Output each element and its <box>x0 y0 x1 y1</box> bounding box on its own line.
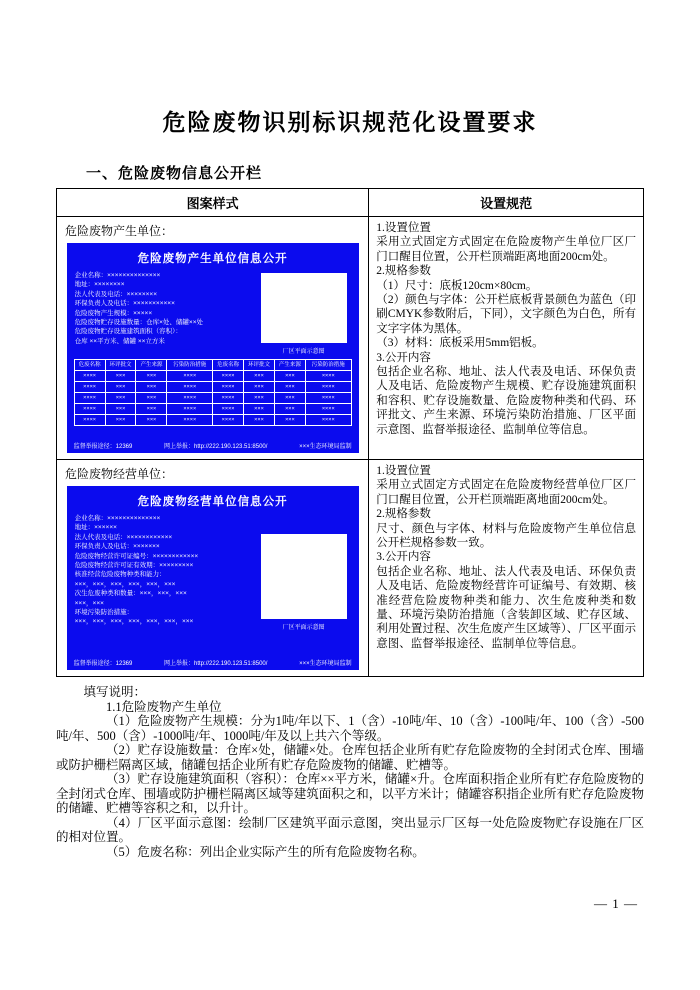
waste-cell: ××× <box>105 371 136 382</box>
waste-cell: ××× <box>244 371 275 382</box>
page-title: 危险废物识别标识规范化设置要求 <box>162 109 538 135</box>
table-header-row <box>57 189 644 217</box>
waste-cell: ××× <box>244 404 275 415</box>
waste-cell: ××× <box>136 415 167 426</box>
operator-sign-body <box>67 509 359 631</box>
waste-cell: ×××× <box>305 404 351 415</box>
waste-cell: ×××× <box>213 382 244 393</box>
col-header-pattern: 图案样式 <box>57 189 369 217</box>
notes-subheading: 1.1危险废物产生单位 <box>106 699 222 714</box>
notes-heading: 填写说明： <box>83 685 147 699</box>
waste-row <box>74 382 351 393</box>
operator-sign-field: ×××，×××，×××，×××，×××，××× <box>74 580 176 588</box>
waste-cell: ××× <box>105 404 136 415</box>
site-plan-caption: 厂区平面示意图 <box>282 625 325 631</box>
waste-cell: ×××× <box>74 415 105 426</box>
report-hotline: 监督举报途径：12369 <box>73 661 133 667</box>
producer-sign-diagram <box>257 271 351 355</box>
waste-cell: ××× <box>105 415 136 426</box>
waste-cell: ××× <box>136 404 167 415</box>
producer-sign-fields <box>75 271 257 355</box>
waste-cell: ×××× <box>74 371 105 382</box>
table-row-operator <box>57 460 644 677</box>
waste-col-header: 产生来源 <box>136 360 167 371</box>
producer-spec-line: （3）材料：底板采用5mm铝板。 <box>376 337 544 350</box>
producer-sign-field: 危险废物产生规模：××××× <box>74 309 153 317</box>
waste-cell: ×××× <box>167 404 213 415</box>
operator-sign-field: 环保负责人及电话：××××××× <box>74 543 160 551</box>
waste-row <box>74 415 351 426</box>
waste-cell: ×××× <box>74 382 105 393</box>
operator-spec-line: 采用立式固定方式固定在危险废物经营单位厂区厂门口醒目位置，公开栏顶端距离地面200cm处。 <box>376 479 636 506</box>
operator-sign-board <box>67 486 359 670</box>
producer-spec-cell <box>369 217 644 460</box>
operator-spec-line: 包括企业名称、地址、法人代表及电话、环保负责人及电话、危险废物经营许可证编号、有效期、核准经营危险废物种类和能力、次生危废种类和数量、环境污染防治措施（含装卸区域、贮存区域、利用处置过程、次生危废产生区域等）、厂区平面示意图、监督举报途径、监制单位等信息。 <box>376 565 636 650</box>
operator-sign-field: 危险废物经营许可证编号：×××××××××××× <box>74 552 199 560</box>
waste-cell: ×××× <box>213 415 244 426</box>
waste-cell: ××× <box>136 371 167 382</box>
waste-col-header: 污染防治措施 <box>167 360 213 371</box>
operator-sign-fields <box>75 514 257 631</box>
producer-spec-line: 3.公开内容 <box>376 351 431 364</box>
note-item-5: （5）危废名称：列出企业实际产生的所有危险废物名称。 <box>106 844 425 859</box>
waste-cell: ××× <box>136 393 167 404</box>
operator-sign-field: 核准经营危险废物种类和能力： <box>74 571 166 579</box>
producer-sign-field: 仓库 ××平方米、储罐 ××立方米 <box>74 337 165 345</box>
note-item-4: （4）厂区平面示意图：绘制厂区建筑平面示意图，突出显示厂区每一处危险废物贮存设施在厂区的相对位置。 <box>56 815 644 844</box>
operator-spec-text <box>376 464 636 651</box>
producer-spec-line: 包括企业名称、地址、法人代表及电话、环保负责人及电话、危险废物产生规模、贮存设施建筑面积和容积、贮存设施数量、危险废物种类和代码、环评批文、产生来源、环境污染防治措施、厂区平面示意图、监督举报途径、监制单位等信息。 <box>376 366 636 436</box>
site-plan-caption: 厂区平面示意图 <box>282 349 325 355</box>
note-item-2: （2）贮存设施数量：仓库×处，储罐×处。仓库包括企业所有贮存危险废物的全封闭式仓库、围墙或防护栅栏隔离区域，储罐包括企业所有贮存危险废物的储罐、贮槽等。 <box>56 743 644 772</box>
waste-cell: ×××× <box>167 393 213 404</box>
producer-label: 危险废物产生单位： <box>65 224 174 238</box>
operator-spec-line: 2.规格参数 <box>376 508 431 521</box>
operator-sign-field: ×××，××× <box>74 599 104 607</box>
waste-cell: ××× <box>105 382 136 393</box>
waste-cell: ××× <box>274 371 305 382</box>
operator-sign-field: 次生危废种类和数量：×××，×××，××× <box>74 590 187 598</box>
waste-row <box>74 393 351 404</box>
waste-col-header: 产生来源 <box>274 360 305 371</box>
operator-spec-line: 1.设置位置 <box>376 465 431 477</box>
col-header-spec: 设置规范 <box>369 189 644 217</box>
producer-spec-line: （2）颜色与字体：公开栏底板背景颜色为蓝色（印刷CMYK参数附后，下同），文字颜色为白色，所有文字字体为黑体。 <box>376 294 636 335</box>
page-number: — 1 — <box>594 896 638 911</box>
waste-cell: ××× <box>105 393 136 404</box>
waste-cell: ×××× <box>167 382 213 393</box>
producer-sign-field: 法人代表及电话：×××××××× <box>74 290 158 298</box>
producer-spec-line: 采用立式固定方式固定在危险废物产生单位厂区厂门口醒目位置，公开栏顶端距离地面200cm处。 <box>376 236 636 263</box>
waste-cell: ××× <box>244 415 275 426</box>
section-heading: 一、危险废物信息公开栏 <box>86 165 263 182</box>
producer-sign-body <box>67 266 359 355</box>
waste-cell: ×××× <box>213 393 244 404</box>
operator-label: 危险废物经营单位： <box>65 467 174 481</box>
operator-sign-field: ×××，×××，×××，×××，×××，×××，××× <box>74 618 194 626</box>
waste-cell: ××× <box>136 382 167 393</box>
producer-sign-field: 企业名称：×××××××××××××× <box>74 272 161 279</box>
waste-cell: ××× <box>274 382 305 393</box>
supervising-agency: ×××生态环境局监制 <box>299 661 352 667</box>
waste-cell: ×××× <box>305 371 351 382</box>
site-plan-placeholder <box>261 534 347 619</box>
producer-sign-title: 危险废物产生单位信息公开 <box>137 253 288 265</box>
waste-col-header: 危废名称 <box>74 360 105 371</box>
supervising-agency: ×××生态环境局监制 <box>299 444 352 450</box>
operator-sign-title: 危险废物经营单位信息公开 <box>137 496 288 508</box>
waste-cell: ××× <box>274 393 305 404</box>
operator-sign-field: 环境污染防治措施： <box>74 609 134 617</box>
waste-col-header: 环评批文 <box>105 360 136 371</box>
producer-sign-field: 危险废物贮存设施数量：仓库×处、储罐××处 <box>74 319 204 327</box>
waste-row <box>74 371 351 382</box>
waste-col-header: 环评批文 <box>244 360 275 371</box>
waste-cell: ×××× <box>167 415 213 426</box>
waste-cell: ×××× <box>213 371 244 382</box>
main-table <box>56 188 644 677</box>
operator-sign-field: 地址：×××××× <box>74 524 117 532</box>
operator-sign-diagram <box>257 514 351 631</box>
producer-sign-board <box>67 243 359 453</box>
waste-cell: ×××× <box>74 393 105 404</box>
report-website: 网上举报：http://222.190.123.51:8500/ <box>164 661 268 667</box>
operator-sign-field: 企业名称：×××××××××××××× <box>74 515 161 522</box>
waste-col-header: 污染防治措施 <box>305 360 351 371</box>
operator-spec-line: 3.公开内容 <box>376 551 431 564</box>
operator-spec-cell <box>369 460 644 677</box>
filling-instructions <box>56 685 644 859</box>
producer-spec-line: 2.规格参数 <box>376 265 431 278</box>
waste-cell: ×××× <box>74 404 105 415</box>
waste-cell: ××× <box>244 393 275 404</box>
producer-sign-footer <box>67 441 359 450</box>
waste-cell: ×××× <box>213 404 244 415</box>
waste-cell: ×××× <box>167 371 213 382</box>
waste-col-header: 危废名称 <box>213 360 244 371</box>
waste-cell: ×××× <box>305 382 351 393</box>
waste-row <box>74 404 351 415</box>
producer-spec-line: 1.设置位置 <box>376 222 431 234</box>
report-website: 网上举报：http://222.190.123.51:8500/ <box>164 444 268 450</box>
operator-spec-line: 尺寸、颜色与字体、材料与危险废物产生单位信息公开栏规格参数一致。 <box>376 522 636 550</box>
operator-sign-field: 危险废物经营许可证有效期：××××××××× <box>74 562 194 570</box>
producer-sign-field: 地址：×××××××× <box>74 281 125 289</box>
waste-cell: ××× <box>274 404 305 415</box>
operator-pattern-cell <box>57 460 369 677</box>
note-item-1: （1）危险废物产生规模：分为1吨/年以下、1（含）-10吨/年、10（含）-100吨/年、100（含）-500吨/年、500（含）-1000吨/年、1000吨/年及以上共六个等级。 <box>56 714 644 743</box>
producer-spec-line: （1）尺寸：底板120cm×80cm。 <box>376 279 538 292</box>
operator-sign-footer <box>67 658 359 667</box>
producer-pattern-cell <box>57 217 369 460</box>
waste-cell: ××× <box>244 382 275 393</box>
producer-waste-table <box>74 359 352 426</box>
producer-sign-field: 环保负责人及电话：××××××××××× <box>74 300 175 308</box>
waste-cell: ××× <box>274 415 305 426</box>
report-hotline: 监督举报途径：12369 <box>73 444 133 450</box>
producer-sign-field: 危险废物贮存设施建筑面积（容积）： <box>74 328 182 336</box>
table-row-producer <box>57 217 644 460</box>
note-item-3: （3）贮存设施建筑面积（容积）：仓库××平方米，储罐×升。仓库面积指企业所有贮存危险废物的全封闭式仓库、围墙或防护栅栏隔离区域等建筑面积之和，以平方米计；储罐容积指企业所有贮存危险废物的储罐、贮槽等容积之和，以升计。 <box>56 772 644 815</box>
waste-cell: ×××× <box>305 393 351 404</box>
site-plan-placeholder <box>261 273 347 343</box>
producer-spec-text <box>376 221 636 437</box>
operator-sign-field: 法人代表及电话：×××××××××××× <box>74 533 173 541</box>
waste-cell: ×××× <box>305 415 351 426</box>
